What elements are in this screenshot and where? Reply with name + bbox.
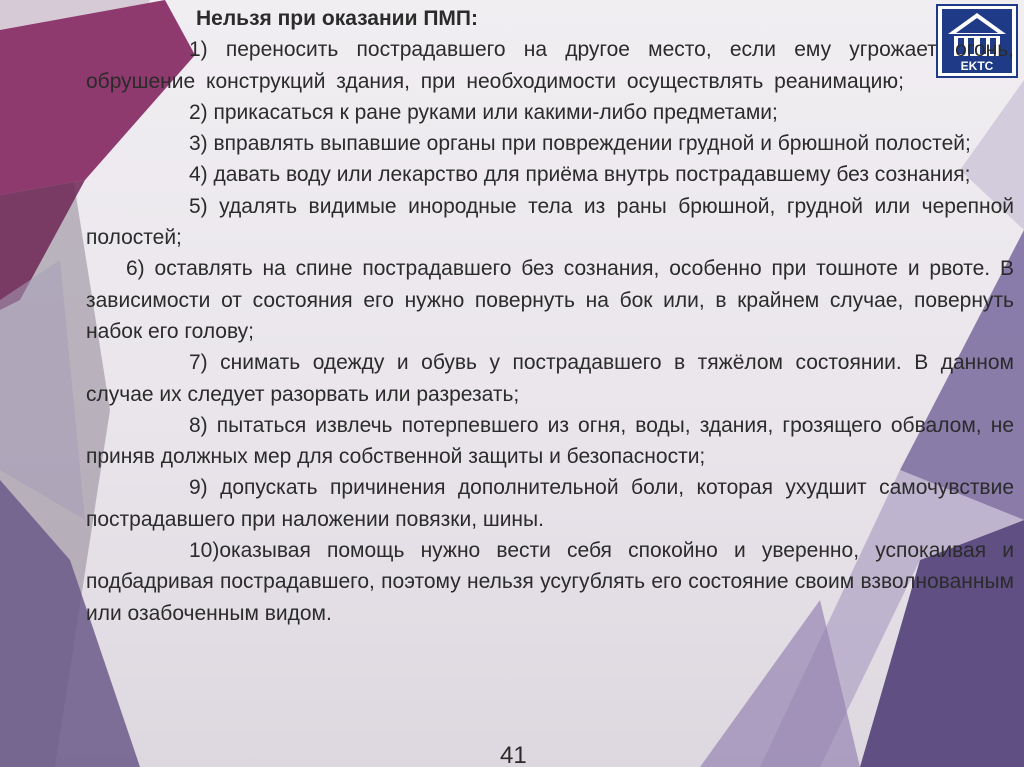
list-item-7: 7) снимать одежду и обувь у пострадавшего в тяжёлом состоянии. В данном случае их следует разорвать или разрезать; xyxy=(86,351,1014,406)
list-item-9: 9) допускать причинения дополнительной боли, которая ухудшит самочувствие пострадавшего при наложении повязки, шины. xyxy=(86,476,1014,531)
list-item-2: 2) прикасаться к ране руками или какими-либо предметами; xyxy=(189,100,778,124)
page-number: 41 xyxy=(500,742,527,767)
svg-text:EKTC: EKTC xyxy=(960,59,994,73)
list-item-5: 5) удалять видимые инородные тела из раны брюшной, грудной или черепной полостей; xyxy=(86,194,1014,250)
slide-content xyxy=(86,3,1014,629)
list-item-10: 10)оказывая помощь нужно вести себя спокойно и уверенно, успокаивая и подбадривая пострадавшего, поэтому нельзя усугублять его состояние своим взволнованным или озабоченным видом. xyxy=(86,539,1014,625)
list-item-6: 6) оставлять на спине пострадавшего без сознания, особенно при тошноте и рвоте. В зависимости от состояния его нужно повернуть на бок или, в крайнем случае, повернуть набок его голову; xyxy=(86,257,1014,343)
list-item-4: 4) давать воду или лекарство для приёма внутрь пострадавшему без сознания; xyxy=(189,163,971,187)
list-item-3: 3) вправлять выпавшие органы при повреждении грудной и брюшной полостей; xyxy=(189,132,971,156)
slide-heading: Нельзя при оказании ПМП: xyxy=(196,7,479,30)
list-item-8: 8) пытаться извлечь потерпевшего из огня, воды, здания, грозящего обвалом, не приняв должных мер для собственной защиты и безопасности; xyxy=(86,413,1014,469)
list-item-1: 1) переносить пострадавшего на другое место, если ему угрожает огонь, обрушение конструкций здания, при необходимости осуществлять реанимацию; xyxy=(86,38,1014,93)
